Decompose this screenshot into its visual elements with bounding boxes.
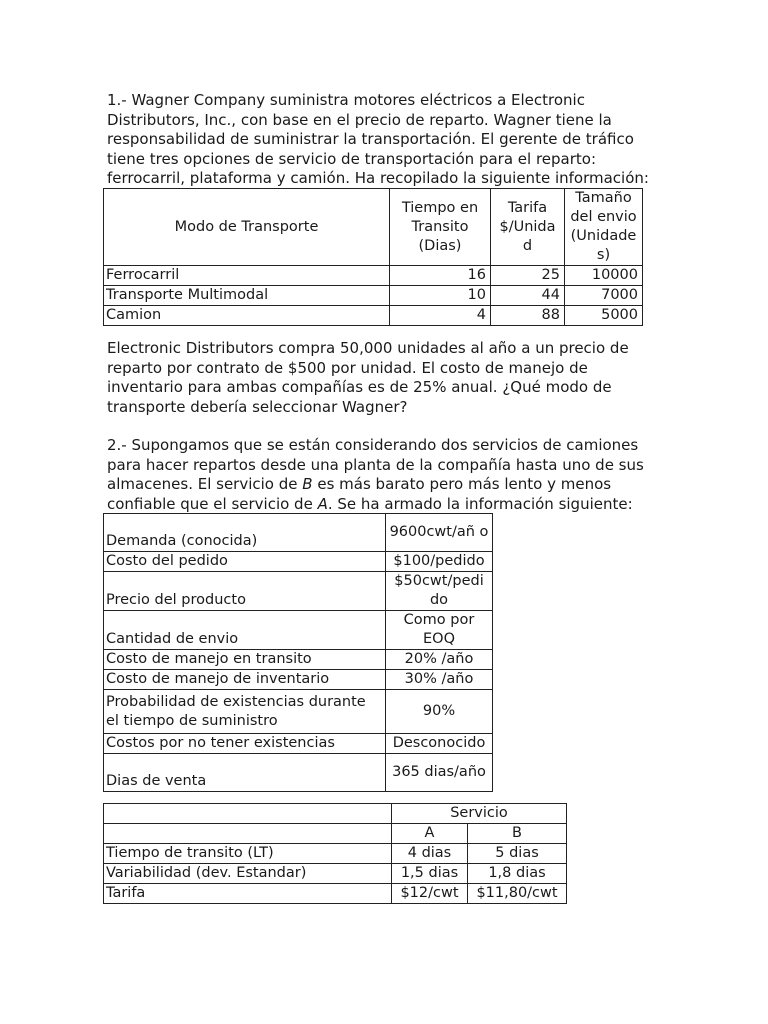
row-tarifa: 88 — [491, 306, 565, 326]
param-value: 365 dias/año — [386, 754, 493, 792]
header-tamano: Tamaño del envio (Unidade s) — [565, 189, 643, 266]
table-row — [104, 754, 493, 792]
services-header-row — [104, 804, 567, 824]
row-tarifa: 25 — [491, 266, 565, 286]
table-row — [104, 844, 567, 864]
param-value: 30% /año — [386, 670, 493, 690]
param-value: $100/pedido — [386, 552, 493, 572]
transport-table-header-row — [104, 189, 643, 266]
problem1-intro: 1.- Wagner Company suministra motores eléctricos a Electronic Distributors, Inc., con base en el precio de reparto. Wagner tiene la responsabilidad de suministrar la transportación. El gerente de tráfico tiene tres opciones de servicio de transportación para el reparto: ferrocarril, plataforma y camión. Ha recopilado la siguiente información: — [107, 91, 649, 187]
table-row — [104, 864, 567, 884]
param-value: 90% — [386, 690, 493, 734]
param-label: Costo de manejo de inventario — [104, 670, 386, 690]
row-modo: Camion — [104, 306, 390, 326]
services-group-header: Servicio — [392, 804, 567, 824]
service-b-value: 1,8 dias — [468, 864, 567, 884]
param-value: $50cwt/pedi do — [386, 572, 493, 611]
problem2-intro-text-2: es más barato pero más lento y menos confiable que el servicio de — [107, 475, 612, 513]
service-a-header: A — [392, 824, 468, 844]
service-b-value: 5 dias — [468, 844, 567, 864]
param-label: Precio del producto — [104, 572, 386, 611]
services-subheader-row — [104, 824, 567, 844]
param-label: Costo del pedido — [104, 552, 386, 572]
param-label: Costos por no tener existencias — [104, 734, 386, 754]
problem2-intro-text-3: . Se ha armado la información siguiente: — [327, 494, 633, 513]
service-row-label: Tiempo de transito (LT) — [104, 844, 392, 864]
row-tamano: 7000 — [565, 286, 643, 306]
table-row — [104, 514, 493, 552]
table-row — [104, 734, 493, 754]
table-row — [104, 552, 493, 572]
param-label: Demanda (conocida) — [104, 514, 386, 552]
row-tiempo: 10 — [390, 286, 491, 306]
row-tiempo: 16 — [390, 266, 491, 286]
problem2-intro-text-1: 2.- Supongamos que se están considerando dos servicios de camiones para hacer repartos desde una planta de la compañía hasta uno de sus almacenes. El servicio de — [107, 436, 644, 493]
transport-table — [103, 188, 643, 326]
table-row — [104, 572, 493, 611]
param-label: Costo de manejo en transito — [104, 650, 386, 670]
row-modo: Transporte Multimodal — [104, 286, 390, 306]
row-modo: Ferrocarril — [104, 266, 390, 286]
service-b-ref: B — [302, 475, 313, 493]
service-a-value: 4 dias — [392, 844, 468, 864]
param-value: 20% /año — [386, 650, 493, 670]
table-row — [104, 650, 493, 670]
row-tamano: 10000 — [565, 266, 643, 286]
table-row — [104, 306, 643, 326]
header-tiempo: Tiempo en Transito (Dias) — [390, 189, 491, 266]
param-label: Probabilidad de existencias durante el tiempo de suministro — [104, 690, 386, 734]
service-b-header: B — [468, 824, 567, 844]
services-corner-cell — [104, 804, 392, 824]
service-a-value: 1,5 dias — [392, 864, 468, 884]
table-row — [104, 286, 643, 306]
problem1-question: Electronic Distributors compra 50,000 unidades al año a un precio de reparto por contrato de $500 por unidad. El costo de manejo de inventario para ambas compañías es de 25% anual. ¿Qué modo de transporte debería seleccionar Wagner? — [107, 339, 629, 416]
problem2-intro — [107, 436, 667, 514]
table-row — [104, 690, 493, 734]
param-label: Cantidad de envio — [104, 611, 386, 650]
service-a-value: $12/cwt — [392, 884, 468, 904]
row-tamano: 5000 — [565, 306, 643, 326]
service-row-label: Variabilidad (dev. Estandar) — [104, 864, 392, 884]
services-table — [103, 803, 567, 904]
param-value: 9600cwt/añ o — [386, 514, 493, 552]
table-row — [104, 884, 567, 904]
table-row — [104, 670, 493, 690]
service-b-value: $11,80/cwt — [468, 884, 567, 904]
service-a-ref: A — [317, 494, 328, 513]
param-label: Dias de venta — [104, 754, 386, 792]
table-row — [104, 611, 493, 650]
service-row-label: Tarifa — [104, 884, 392, 904]
param-value: Como por EOQ — [386, 611, 493, 650]
row-tiempo: 4 — [390, 306, 491, 326]
parameters-table — [103, 513, 493, 792]
row-tarifa: 44 — [491, 286, 565, 306]
header-modo: Modo de Transporte — [104, 189, 390, 266]
header-tarifa: Tarifa $/Unida d — [491, 189, 565, 266]
table-row — [104, 266, 643, 286]
services-empty-cell — [104, 824, 392, 844]
param-value: Desconocido — [386, 734, 493, 754]
